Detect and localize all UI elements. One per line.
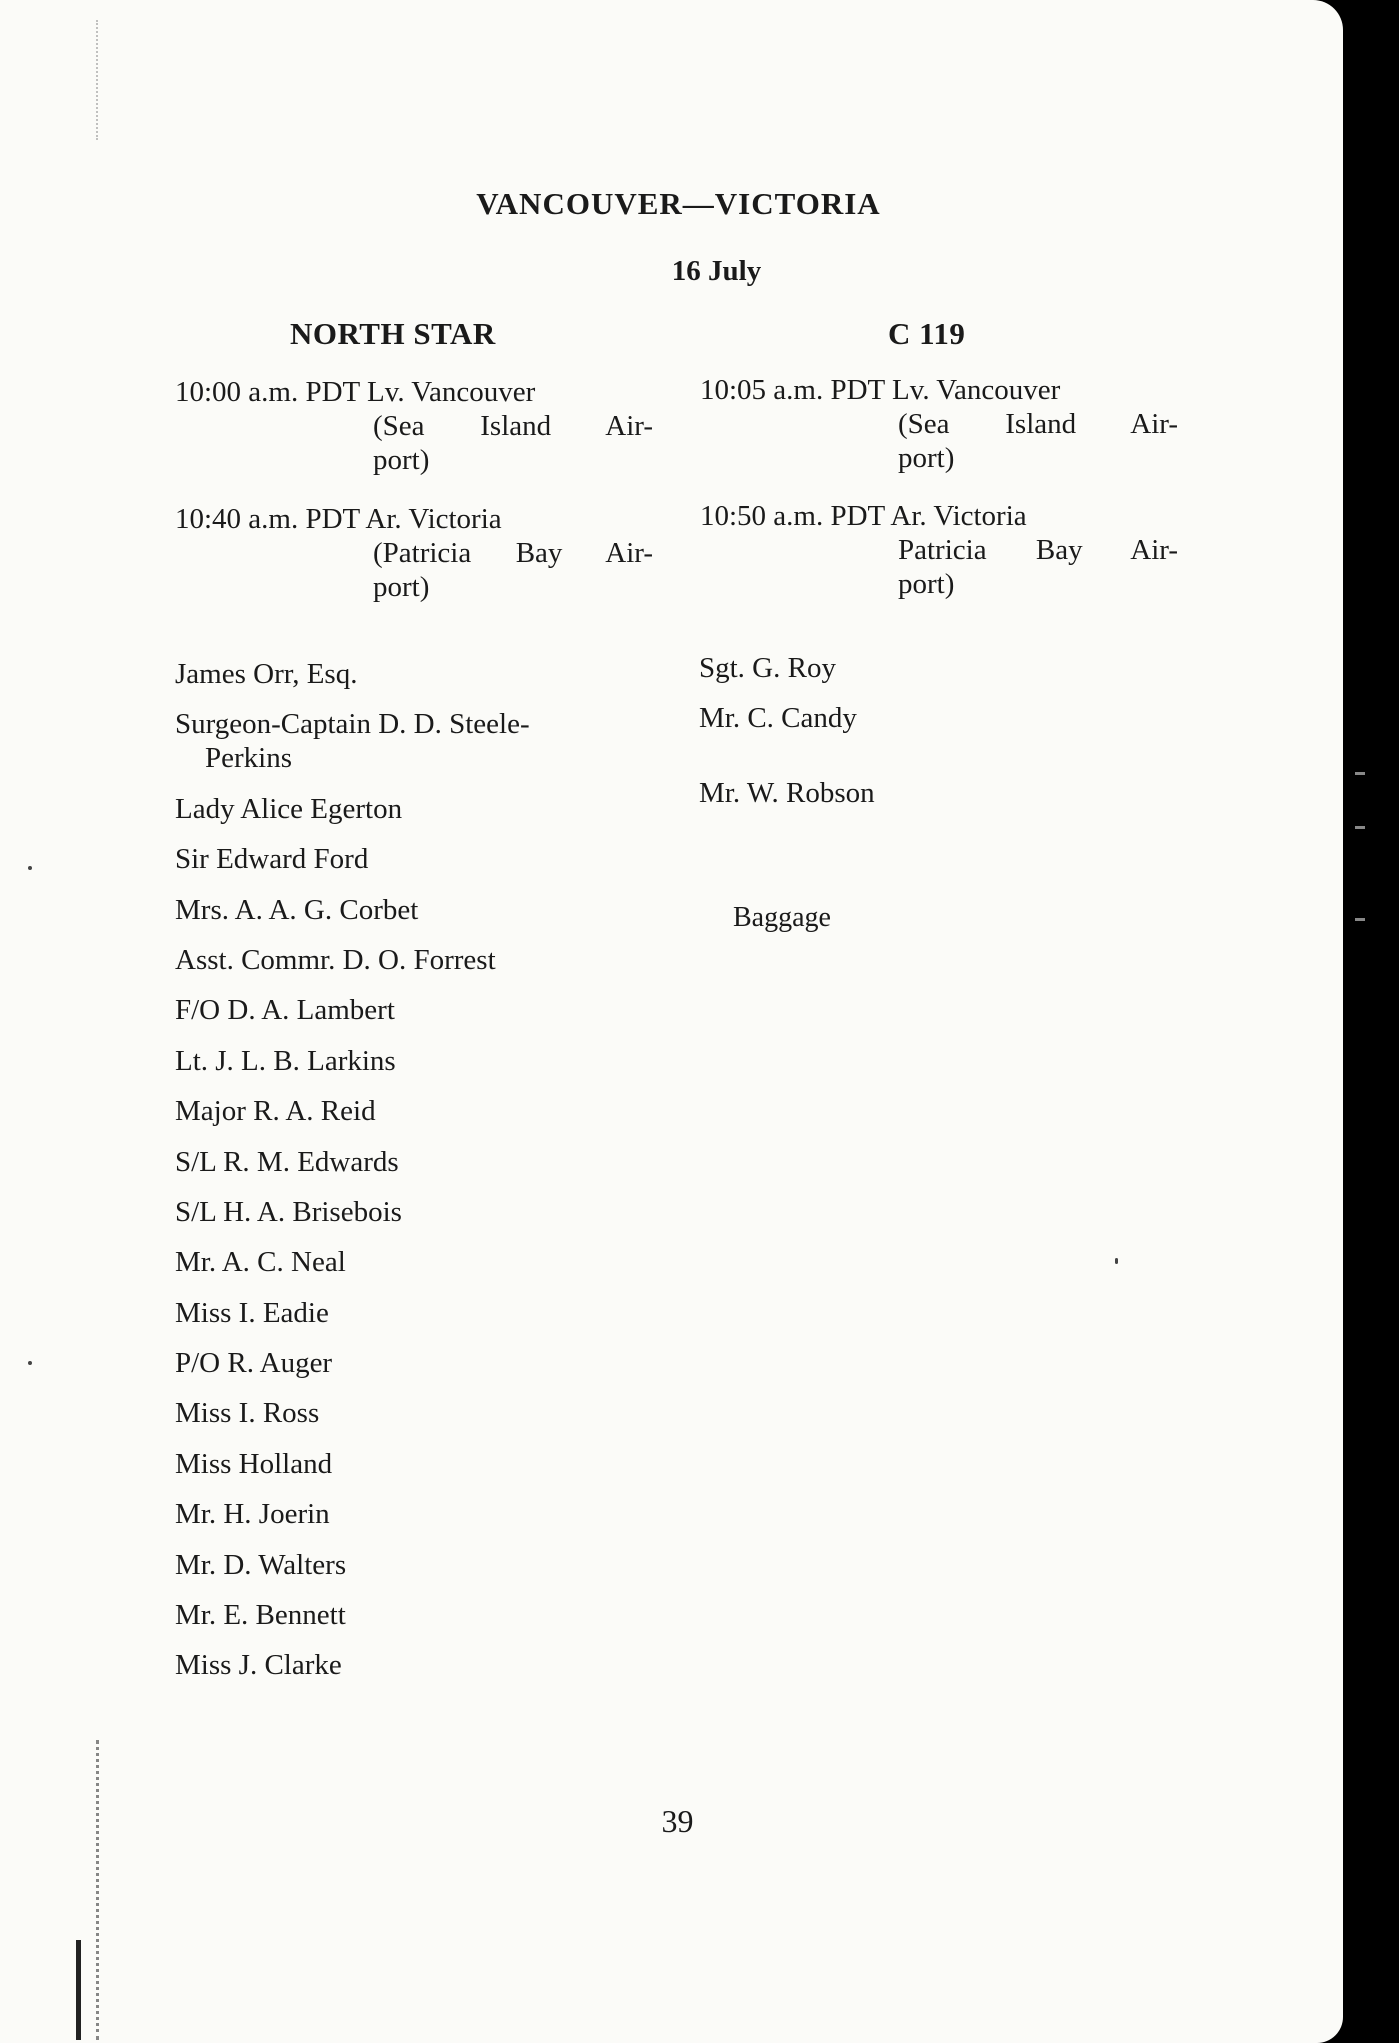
scan-edge-bar	[76, 1940, 81, 2040]
left-aircraft-heading: NORTH STAR	[290, 316, 496, 351]
right-departure-time: 10:05 a.m. PDT Lv. Vancouver	[700, 374, 1061, 406]
scan-edge-tick	[1355, 918, 1365, 921]
scan-edge-marks	[96, 20, 104, 140]
scan-speck	[28, 866, 32, 870]
right-arrival-time: 10:50 a.m. PDT Ar. Victoria	[700, 500, 1027, 532]
passenger-name: Lt. J. L. B. Larkins	[175, 1044, 396, 1077]
right-arrival	[700, 499, 1178, 601]
passenger-name: Mr. C. Candy	[699, 702, 857, 734]
passenger-name: Miss Holland	[175, 1447, 333, 1480]
right-aircraft-heading: C 119	[888, 316, 966, 351]
right-departure	[700, 373, 1178, 475]
passenger-name: Mr. E. Bennett	[175, 1599, 346, 1632]
scan-speck	[1115, 1258, 1118, 1264]
left-arrival-place: port)	[373, 571, 430, 603]
left-departure	[175, 375, 653, 477]
right-arrival-place: port)	[898, 568, 955, 600]
right-departure-place: port)	[898, 442, 955, 474]
passenger-name: Major R. A. Reid	[175, 1095, 376, 1128]
scan-edge-marks	[96, 1740, 105, 2040]
passenger-name: Mr. W. Robson	[699, 777, 875, 809]
passenger-name: Miss I. Ross	[175, 1397, 320, 1430]
passenger-name: Surgeon-Captain D. D. Steele-	[175, 708, 530, 741]
passenger-name: Mr. D. Walters	[175, 1548, 347, 1581]
scan-edge-tick	[1355, 772, 1365, 775]
cargo-label: Baggage	[733, 902, 831, 933]
left-arrival-place: (Patricia Bay Air-	[373, 537, 653, 569]
passenger-name: Lady Alice Egerton	[175, 792, 403, 825]
passenger-name: Mr. H. Joerin	[175, 1498, 330, 1531]
left-arrival	[175, 502, 653, 604]
passenger-name: S/L H. A. Brisebois	[175, 1195, 402, 1228]
passenger-name: P/O R. Auger	[175, 1347, 333, 1380]
left-departure-place: port)	[373, 444, 430, 476]
left-arrival-time: 10:40 a.m. PDT Ar. Victoria	[175, 503, 502, 535]
right-arrival-place: Patricia Bay Air-	[898, 534, 1178, 566]
right-departure-place: (Sea Island Air-	[898, 408, 1178, 440]
passenger-name: Sgt. G. Roy	[699, 652, 836, 684]
left-departure-time: 10:00 a.m. PDT Lv. Vancouver	[175, 376, 536, 408]
passenger-name: S/L R. M. Edwards	[175, 1145, 399, 1178]
left-passenger-list	[175, 657, 530, 1699]
page-number: 39	[661, 1803, 694, 1839]
passenger-name: Sir Edward Ford	[175, 843, 369, 876]
passenger-name-continued: Perkins	[205, 742, 292, 775]
passenger-name: James Orr, Esq.	[175, 658, 358, 690]
passenger-name: Mr. A. C. Neal	[175, 1246, 346, 1279]
passenger-name: Asst. Commr. D. O. Forrest	[175, 943, 496, 976]
passenger-name: Miss J. Clarke	[175, 1649, 342, 1682]
page-title: VANCOUVER—VICTORIA	[476, 186, 881, 221]
scan-speck	[28, 1361, 32, 1365]
passenger-name: F/O D. A. Lambert	[175, 994, 395, 1027]
scan-edge-tick	[1355, 826, 1365, 829]
right-passenger-list	[699, 651, 875, 810]
passenger-name: Mrs. A. A. G. Corbet	[175, 893, 419, 926]
left-departure-place: (Sea Island Air-	[373, 410, 653, 442]
page-date: 16 July	[671, 255, 762, 287]
passenger-name: Miss I. Eadie	[175, 1296, 329, 1329]
